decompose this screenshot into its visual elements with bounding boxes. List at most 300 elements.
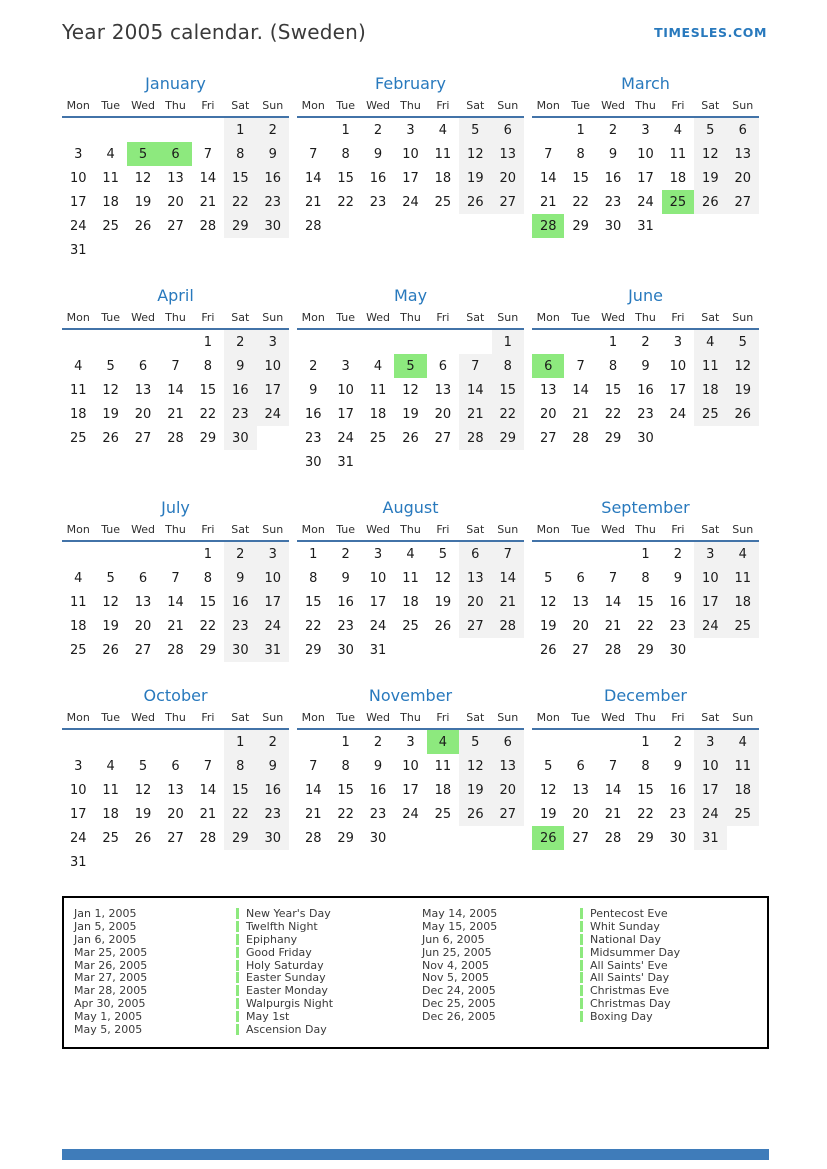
empty-cell bbox=[329, 329, 361, 354]
weekday-header: Mon bbox=[297, 311, 329, 329]
weekday-header: Sat bbox=[224, 523, 256, 541]
day-cell: 11 bbox=[434, 758, 452, 774]
day-cell: 26 bbox=[102, 430, 119, 446]
day-cell: 28 bbox=[532, 214, 564, 238]
day-cell: 27 bbox=[492, 190, 524, 214]
day-cell: 20 bbox=[167, 806, 184, 822]
empty-cell bbox=[532, 117, 564, 142]
day-cell: 16 bbox=[257, 166, 289, 190]
day-cell: 15 bbox=[199, 382, 217, 398]
empty-cell bbox=[159, 238, 191, 262]
day-cell: 27 bbox=[459, 614, 491, 638]
day-cell: 9 bbox=[673, 570, 683, 586]
weekday-header: Sat bbox=[459, 99, 491, 117]
day-cell: 5 bbox=[544, 758, 553, 774]
day-cell: 23 bbox=[669, 618, 687, 634]
month-grid bbox=[62, 523, 289, 662]
day-cell: 9 bbox=[257, 142, 289, 166]
legend-date: Mar 26, 2005 bbox=[74, 958, 148, 972]
day-cell: 4 bbox=[74, 570, 83, 586]
empty-cell bbox=[394, 329, 426, 354]
day-cell: 21 bbox=[572, 406, 589, 422]
day-cell: 8 bbox=[608, 358, 618, 374]
day-cell: 2 bbox=[224, 329, 256, 354]
day-cell: 29 bbox=[337, 830, 354, 846]
day-cell: 23 bbox=[257, 190, 289, 214]
day-cell: 21 bbox=[304, 806, 322, 822]
day-cell: 26 bbox=[134, 218, 152, 234]
day-cell: 1 bbox=[492, 329, 524, 354]
empty-cell bbox=[694, 638, 726, 662]
day-cell: 5 bbox=[459, 729, 491, 754]
empty-cell bbox=[62, 729, 94, 754]
day-cell: 7 bbox=[492, 541, 524, 566]
day-cell: 10 bbox=[402, 758, 419, 774]
legend-entry bbox=[74, 997, 422, 1010]
empty-cell bbox=[94, 329, 126, 354]
day-cell: 21 bbox=[604, 618, 622, 634]
month-june bbox=[532, 286, 759, 450]
day-cell: 3 bbox=[641, 122, 650, 138]
day-cell: 17 bbox=[637, 170, 654, 186]
empty-cell bbox=[159, 541, 191, 566]
day-cell: 22 bbox=[224, 802, 256, 826]
empty-cell bbox=[127, 329, 159, 354]
holiday-marker-icon bbox=[580, 908, 583, 919]
empty-cell bbox=[427, 214, 459, 238]
month-title: August bbox=[382, 498, 439, 517]
day-cell: 13 bbox=[539, 382, 557, 398]
empty-cell bbox=[694, 426, 726, 450]
day-cell: 24 bbox=[257, 402, 289, 426]
month-grid bbox=[532, 99, 759, 238]
legend-entry bbox=[422, 946, 767, 959]
day-cell: 6 bbox=[138, 358, 148, 374]
day-cell: 11 bbox=[434, 146, 452, 162]
day-cell: 5 bbox=[694, 117, 726, 142]
day-cell: 22 bbox=[604, 406, 622, 422]
day-cell: 26 bbox=[134, 830, 152, 846]
weekday-header: Mon bbox=[62, 311, 94, 329]
day-cell: 29 bbox=[199, 642, 217, 658]
day-cell: 11 bbox=[727, 566, 759, 590]
day-cell: 27 bbox=[539, 430, 557, 446]
day-cell: 7 bbox=[608, 758, 618, 774]
day-cell: 1 bbox=[641, 546, 650, 562]
day-cell: 31 bbox=[69, 854, 87, 870]
day-cell: 2 bbox=[224, 541, 256, 566]
day-cell: 1 bbox=[608, 334, 618, 350]
day-cell: 18 bbox=[69, 406, 87, 422]
day-cell: 4 bbox=[74, 358, 83, 374]
month-title: March bbox=[621, 74, 670, 93]
day-cell: 18 bbox=[402, 594, 419, 610]
legend-holiday-name: Christmas Eve bbox=[580, 984, 669, 997]
legend-holiday-name: Walpurgis Night bbox=[236, 997, 333, 1010]
empty-cell bbox=[297, 117, 329, 142]
day-cell: 4 bbox=[373, 358, 383, 374]
empty-cell bbox=[94, 729, 126, 754]
legend-entry bbox=[74, 1010, 422, 1023]
day-cell: 13 bbox=[459, 566, 491, 590]
empty-cell bbox=[297, 729, 329, 754]
legend-date: Jan 1, 2005 bbox=[74, 906, 137, 920]
day-cell: 24 bbox=[69, 218, 87, 234]
weekday-header: Thu bbox=[629, 311, 661, 329]
month-title: June bbox=[628, 286, 663, 305]
weekday-header: Sat bbox=[459, 711, 491, 729]
day-cell: 5 bbox=[106, 358, 115, 374]
day-cell: 14 bbox=[199, 170, 217, 186]
legend-date: Mar 25, 2005 bbox=[74, 945, 148, 959]
day-cell: 16 bbox=[637, 382, 654, 398]
day-cell: 8 bbox=[224, 754, 256, 778]
day-cell: 25 bbox=[102, 218, 119, 234]
weekday-header: Sun bbox=[492, 523, 524, 541]
day-cell: 1 bbox=[224, 729, 256, 754]
day-cell: 28 bbox=[572, 430, 589, 446]
day-cell: 14 bbox=[459, 378, 491, 402]
day-cell: 11 bbox=[669, 146, 687, 162]
day-cell: 13 bbox=[434, 382, 452, 398]
day-cell: 30 bbox=[257, 826, 289, 850]
day-cell: 15 bbox=[637, 782, 654, 798]
month-november bbox=[297, 686, 524, 850]
holiday-marker-icon bbox=[236, 908, 239, 919]
legend-entry bbox=[422, 971, 767, 984]
empty-cell bbox=[532, 329, 564, 354]
day-cell: 21 bbox=[167, 618, 184, 634]
day-cell: 13 bbox=[492, 142, 524, 166]
day-cell: 22 bbox=[337, 806, 354, 822]
day-cell: 4 bbox=[673, 122, 683, 138]
day-cell: 6 bbox=[138, 570, 148, 586]
day-cell: 26 bbox=[532, 826, 564, 850]
weekday-header: Thu bbox=[159, 99, 191, 117]
day-cell: 21 bbox=[199, 806, 217, 822]
day-cell: 19 bbox=[459, 166, 491, 190]
day-cell: 2 bbox=[257, 729, 289, 754]
empty-cell bbox=[662, 214, 694, 238]
empty-cell bbox=[394, 450, 426, 474]
day-cell: 30 bbox=[637, 430, 654, 446]
day-cell: 5 bbox=[459, 117, 491, 142]
day-cell: 7 bbox=[203, 146, 213, 162]
day-cell: 16 bbox=[369, 782, 387, 798]
day-cell: 18 bbox=[669, 170, 687, 186]
empty-cell bbox=[224, 850, 256, 874]
weekday-header: Sat bbox=[694, 711, 726, 729]
weekday-header: Fri bbox=[427, 523, 459, 541]
month-february bbox=[297, 74, 524, 238]
day-cell: 25 bbox=[727, 614, 759, 638]
weekday-header: Mon bbox=[62, 711, 94, 729]
site-link[interactable]: TIMESLES.COM bbox=[654, 25, 767, 40]
day-cell: 16 bbox=[604, 170, 622, 186]
day-cell: 2 bbox=[641, 334, 650, 350]
weekday-header: Mon bbox=[297, 99, 329, 117]
weekday-header: Wed bbox=[362, 311, 394, 329]
month-grid bbox=[62, 311, 289, 450]
day-cell: 17 bbox=[694, 590, 726, 614]
legend-holiday-name: Whit Sunday bbox=[580, 920, 660, 933]
day-cell: 11 bbox=[694, 354, 726, 378]
day-cell: 11 bbox=[102, 782, 119, 798]
weekday-header: Mon bbox=[532, 711, 564, 729]
day-cell: 13 bbox=[134, 594, 152, 610]
day-cell: 17 bbox=[257, 590, 289, 614]
day-cell: 28 bbox=[304, 830, 322, 846]
weekday-header: Sun bbox=[492, 99, 524, 117]
day-cell: 28 bbox=[304, 218, 322, 234]
day-cell: 5 bbox=[438, 546, 448, 562]
weekday-header: Wed bbox=[127, 711, 159, 729]
day-cell: 20 bbox=[727, 166, 759, 190]
day-cell: 29 bbox=[637, 830, 654, 846]
day-cell: 15 bbox=[199, 594, 217, 610]
day-cell: 2 bbox=[257, 117, 289, 142]
day-cell: 13 bbox=[167, 782, 184, 798]
day-cell: 29 bbox=[492, 426, 524, 450]
day-cell: 8 bbox=[203, 570, 213, 586]
day-cell: 26 bbox=[102, 642, 119, 658]
weekday-header: Wed bbox=[597, 523, 629, 541]
day-cell: 1 bbox=[224, 117, 256, 142]
day-cell: 17 bbox=[694, 778, 726, 802]
day-cell: 31 bbox=[337, 454, 354, 470]
weekday-header: Wed bbox=[127, 311, 159, 329]
day-cell: 20 bbox=[459, 590, 491, 614]
day-cell: 10 bbox=[694, 566, 726, 590]
legend-entry bbox=[422, 933, 767, 946]
day-cell: 18 bbox=[727, 590, 759, 614]
day-cell: 20 bbox=[572, 618, 589, 634]
empty-cell bbox=[394, 826, 426, 850]
empty-cell bbox=[94, 117, 126, 142]
legend-date: Mar 28, 2005 bbox=[74, 984, 148, 998]
day-cell: 12 bbox=[134, 782, 152, 798]
day-cell: 2 bbox=[673, 734, 683, 750]
day-cell: 16 bbox=[304, 406, 322, 422]
weekday-header: Fri bbox=[662, 99, 694, 117]
day-cell: 30 bbox=[604, 218, 622, 234]
day-cell: 24 bbox=[669, 406, 687, 422]
day-cell: 6 bbox=[159, 142, 191, 166]
day-cell: 14 bbox=[167, 594, 184, 610]
day-cell: 7 bbox=[544, 146, 553, 162]
day-cell: 16 bbox=[224, 590, 256, 614]
weekday-header: Mon bbox=[62, 99, 94, 117]
weekday-header: Thu bbox=[394, 523, 426, 541]
day-cell: 15 bbox=[337, 782, 354, 798]
day-cell: 14 bbox=[539, 170, 557, 186]
day-cell: 29 bbox=[304, 642, 322, 658]
weekday-header: Fri bbox=[192, 311, 224, 329]
day-cell: 27 bbox=[434, 430, 452, 446]
empty-cell bbox=[459, 638, 491, 662]
day-cell: 3 bbox=[406, 734, 415, 750]
day-cell: 20 bbox=[572, 806, 589, 822]
weekday-header: Sat bbox=[224, 711, 256, 729]
legend-date: Dec 24, 2005 bbox=[422, 984, 496, 998]
legend-column-left bbox=[74, 907, 422, 1047]
weekday-header: Mon bbox=[62, 523, 94, 541]
day-cell: 7 bbox=[608, 570, 618, 586]
day-cell: 15 bbox=[604, 382, 622, 398]
day-cell: 23 bbox=[304, 430, 322, 446]
day-cell: 6 bbox=[171, 758, 180, 774]
holiday-marker-icon bbox=[236, 985, 239, 996]
legend-holiday-name: Easter Monday bbox=[236, 984, 328, 997]
day-cell: 1 bbox=[641, 734, 650, 750]
day-cell: 10 bbox=[69, 170, 87, 186]
empty-cell bbox=[564, 729, 596, 754]
day-cell: 2 bbox=[373, 734, 383, 750]
day-cell: 12 bbox=[459, 142, 491, 166]
day-cell: 26 bbox=[459, 190, 491, 214]
weekday-header: Fri bbox=[192, 99, 224, 117]
day-cell: 18 bbox=[434, 170, 452, 186]
empty-cell bbox=[532, 541, 564, 566]
day-cell: 18 bbox=[69, 618, 87, 634]
day-cell: 25 bbox=[402, 618, 419, 634]
empty-cell bbox=[127, 117, 159, 142]
empty-cell bbox=[662, 426, 694, 450]
day-cell: 8 bbox=[641, 570, 650, 586]
weekday-header: Sun bbox=[727, 99, 759, 117]
day-cell: 21 bbox=[304, 194, 322, 210]
day-cell: 21 bbox=[492, 590, 524, 614]
weekday-header: Sun bbox=[492, 711, 524, 729]
empty-cell bbox=[62, 117, 94, 142]
day-cell: 19 bbox=[102, 406, 119, 422]
day-cell: 22 bbox=[199, 618, 217, 634]
weekday-header: Thu bbox=[394, 311, 426, 329]
day-cell: 16 bbox=[257, 778, 289, 802]
weekday-header: Fri bbox=[192, 711, 224, 729]
empty-cell bbox=[597, 729, 629, 754]
day-cell: 30 bbox=[669, 642, 687, 658]
weekday-header: Thu bbox=[159, 711, 191, 729]
weekday-header: Sun bbox=[492, 311, 524, 329]
empty-cell bbox=[492, 450, 524, 474]
empty-cell bbox=[394, 214, 426, 238]
day-cell: 16 bbox=[337, 594, 354, 610]
legend-holiday-name: Holy Saturday bbox=[236, 959, 324, 972]
day-cell: 27 bbox=[572, 830, 589, 846]
day-cell: 2 bbox=[673, 546, 683, 562]
weekday-header: Mon bbox=[532, 99, 564, 117]
empty-cell bbox=[727, 426, 759, 450]
day-cell: 13 bbox=[167, 170, 184, 186]
day-cell: 5 bbox=[138, 758, 148, 774]
legend-entry bbox=[74, 946, 422, 959]
day-cell: 20 bbox=[134, 618, 152, 634]
day-cell: 3 bbox=[74, 146, 83, 162]
day-cell: 5 bbox=[544, 570, 553, 586]
day-cell: 19 bbox=[134, 194, 152, 210]
day-cell: 6 bbox=[532, 354, 564, 378]
day-cell: 22 bbox=[492, 402, 524, 426]
day-cell: 15 bbox=[224, 166, 256, 190]
day-cell: 25 bbox=[694, 402, 726, 426]
day-cell: 24 bbox=[69, 830, 87, 846]
empty-cell bbox=[94, 850, 126, 874]
day-cell: 19 bbox=[434, 594, 452, 610]
day-cell: 20 bbox=[134, 406, 152, 422]
empty-cell bbox=[159, 850, 191, 874]
legend-holiday-name: New Year's Day bbox=[236, 907, 331, 920]
empty-cell bbox=[159, 729, 191, 754]
weekday-header: Wed bbox=[362, 99, 394, 117]
day-cell: 31 bbox=[694, 826, 726, 850]
day-cell: 3 bbox=[406, 122, 415, 138]
day-cell: 23 bbox=[337, 618, 354, 634]
day-cell: 26 bbox=[402, 430, 419, 446]
empty-cell bbox=[94, 541, 126, 566]
day-cell: 3 bbox=[74, 758, 83, 774]
weekday-header: Mon bbox=[532, 311, 564, 329]
day-cell: 12 bbox=[434, 570, 452, 586]
day-cell: 13 bbox=[727, 142, 759, 166]
day-cell: 11 bbox=[69, 594, 87, 610]
day-cell: 9 bbox=[309, 382, 318, 398]
day-cell: 30 bbox=[304, 454, 322, 470]
day-cell: 14 bbox=[492, 566, 524, 590]
month-april bbox=[62, 286, 289, 450]
day-cell: 14 bbox=[572, 382, 589, 398]
day-cell: 8 bbox=[641, 758, 650, 774]
day-cell: 20 bbox=[492, 166, 524, 190]
empty-cell bbox=[427, 450, 459, 474]
day-cell: 23 bbox=[604, 194, 622, 210]
holiday-marker-icon bbox=[236, 947, 239, 958]
weekday-header: Tue bbox=[94, 99, 126, 117]
month-title: July bbox=[161, 498, 190, 517]
day-cell: 27 bbox=[134, 642, 152, 658]
day-cell: 24 bbox=[402, 806, 419, 822]
weekday-header: Thu bbox=[394, 99, 426, 117]
day-cell: 4 bbox=[727, 541, 759, 566]
day-cell: 26 bbox=[539, 642, 557, 658]
day-cell: 28 bbox=[604, 642, 622, 658]
day-cell: 20 bbox=[539, 406, 557, 422]
day-cell: 18 bbox=[369, 406, 387, 422]
legend-holiday-name: All Saints' Day bbox=[580, 971, 669, 984]
holiday-legend bbox=[62, 896, 769, 1049]
month-grid bbox=[532, 311, 759, 450]
day-cell: 1 bbox=[341, 122, 350, 138]
day-cell: 29 bbox=[604, 430, 622, 446]
weekday-header: Mon bbox=[297, 523, 329, 541]
empty-cell bbox=[192, 850, 224, 874]
day-cell: 13 bbox=[492, 754, 524, 778]
day-cell: 13 bbox=[572, 782, 589, 798]
day-cell: 18 bbox=[102, 194, 119, 210]
day-cell: 12 bbox=[459, 754, 491, 778]
weekday-header: Thu bbox=[159, 311, 191, 329]
day-cell: 7 bbox=[171, 358, 180, 374]
weekday-header: Tue bbox=[94, 523, 126, 541]
empty-cell bbox=[159, 329, 191, 354]
day-cell: 30 bbox=[669, 830, 687, 846]
legend-entry bbox=[422, 997, 767, 1010]
legend-holiday-name: Midsummer Day bbox=[580, 946, 680, 959]
month-title: December bbox=[604, 686, 687, 705]
day-cell: 1 bbox=[309, 546, 318, 562]
month-december bbox=[532, 686, 759, 850]
day-cell: 26 bbox=[434, 618, 452, 634]
